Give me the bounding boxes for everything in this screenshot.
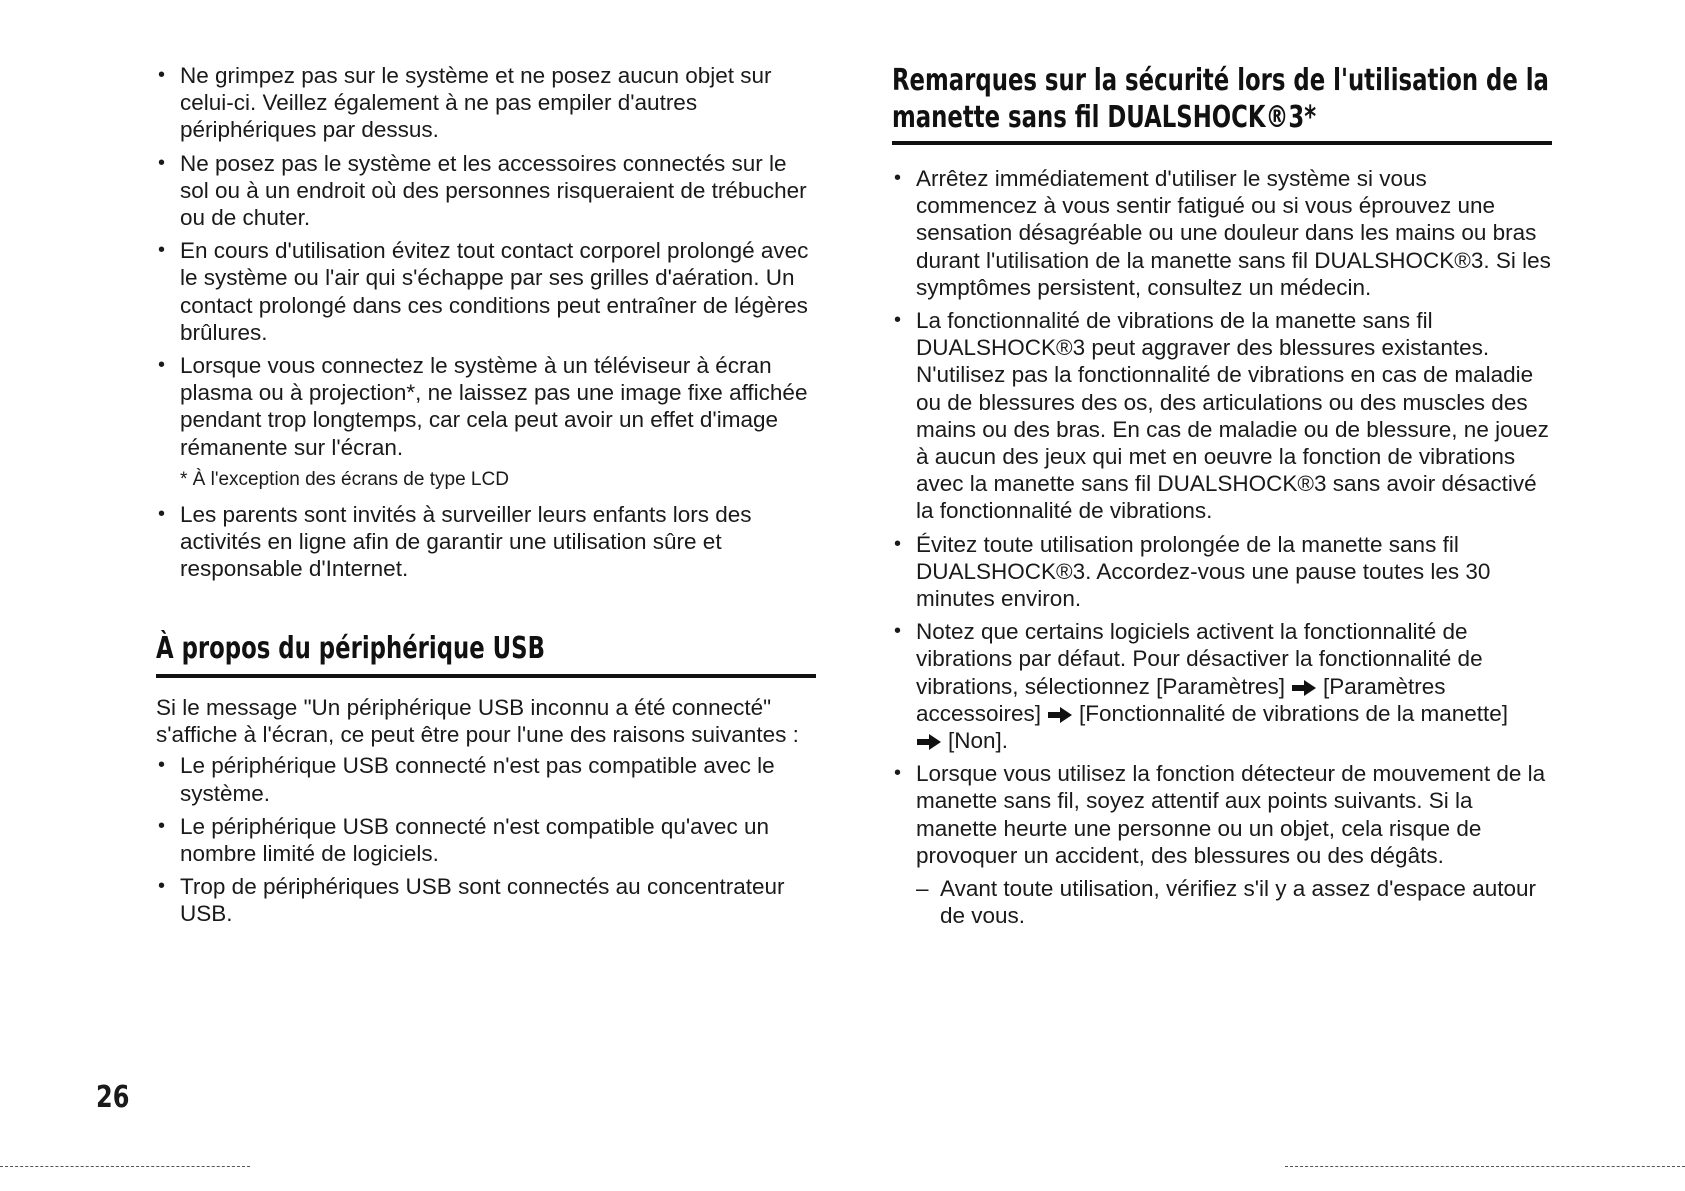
right-arrow-icon xyxy=(1047,706,1073,724)
page-number: 26 xyxy=(96,1080,130,1115)
list-item: • Le périphérique USB connecté n'est compatible qu'avec un nombre limité de logiciels. xyxy=(156,813,816,867)
list-item: • Arrêtez immédiatement d'utiliser le système si vous commencez à vous sentir fatigué ou si vous éprouvez une sensation désagréable ou une douleur dans les mains ou bras durant l'utilisation de la manette sans fil DUALSHOCK®3. Si les symptômes persistent, consultez un médecin. xyxy=(892,165,1552,301)
list-item: • En cours d'utilisation évitez tout contact corporel prolongé avec le système ou l'air qui s'échappe par ses grilles d'aération. Un contact prolongé dans ces conditions peut entraîner de légères brûlures. xyxy=(156,237,816,346)
list-item: • Ne grimpez pas sur le système et ne posez aucun objet sur celui-ci. Veillez également à ne pas empiler d'autres périphériques par dessus. xyxy=(156,62,816,144)
right-arrow-icon xyxy=(1291,679,1317,697)
safety-section-heading xyxy=(892,62,1685,136)
list-item: • Évitez toute utilisation prolongée de la manette sans fil DUALSHOCK®3. Accordez-vous une pause toutes les 30 minutes environ. xyxy=(892,531,1552,613)
menu-step-accessoires: [Paramètres accessoires] xyxy=(916,673,1446,726)
bottom-dashed-line-right xyxy=(1285,1166,1685,1168)
general-safety-list xyxy=(156,62,816,461)
usb-section-body xyxy=(156,694,816,934)
usb-section-heading: À propos du périphérique USB xyxy=(156,631,545,666)
list-item: • Le périphérique USB connecté n'est pas compatible avec le système. xyxy=(156,752,816,806)
bottom-dashed-line-left xyxy=(0,1166,250,1168)
motion-sub-item: – Avant toute utilisation, vérifiez s'il y a assez d'espace autour de vous. xyxy=(916,875,1552,929)
menu-step-non: [Non]. xyxy=(948,728,1009,754)
list-item: • Les parents sont invités à surveiller leurs enfants lors des activités en ligne afin de garantir une utilisation sûre et responsable d'Internet. xyxy=(156,501,816,583)
safety-heading-line-1: Remarques sur la sécurité lors de l'utilisation de la xyxy=(892,63,1549,98)
safety-list xyxy=(892,165,1552,929)
motion-bullet-text: Lorsque vous utilisez la fonction détecteur de mouvement de la manette sans fil, soyez attentif aux points suivants. Si la manette heurte une personne ou un objet, cela risque de provoquer un accident, des blessures ou des dégâts. xyxy=(916,761,1546,868)
safety-section-body xyxy=(892,165,1552,935)
list-item: • Ne posez pas le système et les accessoires connectés sur le sol ou à un endroit où des personnes risqueraient de trébucher ou de chuter. xyxy=(156,150,816,232)
footnote: * À l'exception des écrans de type LCD xyxy=(180,468,509,490)
menu-step-vibrations: [Fonctionnalité de vibrations de la manette] xyxy=(1079,700,1509,726)
list-item: • La fonctionnalité de vibrations de la manette sans fil DUALSHOCK®3 peut aggraver des blessures existantes. N'utilisez pas la fonctionnalité de vibrations en cas de maladie ou de blessures des os, des articulations ou des muscles des mains ou des bras. En cas de maladie ou de blessure, ne jouez à aucun des jeux qui met en oeuvre la fonction de vibrations avec la manette sans fil DUALSHOCK®3 sans avoir désactivé la fonctionnalité de vibrations. xyxy=(892,307,1552,525)
list-item: • Trop de périphériques USB sont connectés au concentrateur USB. xyxy=(156,873,816,927)
list-item: • Lorsque vous connectez le système à un téléviseur à écran plasma ou à projection*, ne laissez pas une image fixe affichée pendant trop longtemps, car cela peut avoir un effet d'image rémanente sur l'écran. xyxy=(156,352,816,461)
parental-list xyxy=(156,501,816,583)
left-column xyxy=(156,62,816,588)
usb-heading-rule xyxy=(156,674,816,678)
list-item-vibration-note xyxy=(892,618,1552,754)
safety-heading-line-2: manette sans fil DUALSHOCK®3* xyxy=(892,100,1317,135)
vibration-note-text: Notez que certains logiciels activent la fonctionnalité de vibrations par défaut. Pour désactiver la fonctionnalité de vibrations, sélectionnez xyxy=(916,619,1483,699)
safety-heading-rule xyxy=(892,141,1552,145)
menu-step-parametres: [Paramètres] xyxy=(1156,673,1285,699)
right-arrow-icon xyxy=(916,733,942,751)
list-item-motion xyxy=(892,760,1552,929)
usb-intro: Si le message "Un périphérique USB inconnu a été connecté" s'affiche à l'écran, ce peut être pour l'une des raisons suivantes : xyxy=(156,695,799,748)
usb-reasons-list xyxy=(156,752,816,927)
